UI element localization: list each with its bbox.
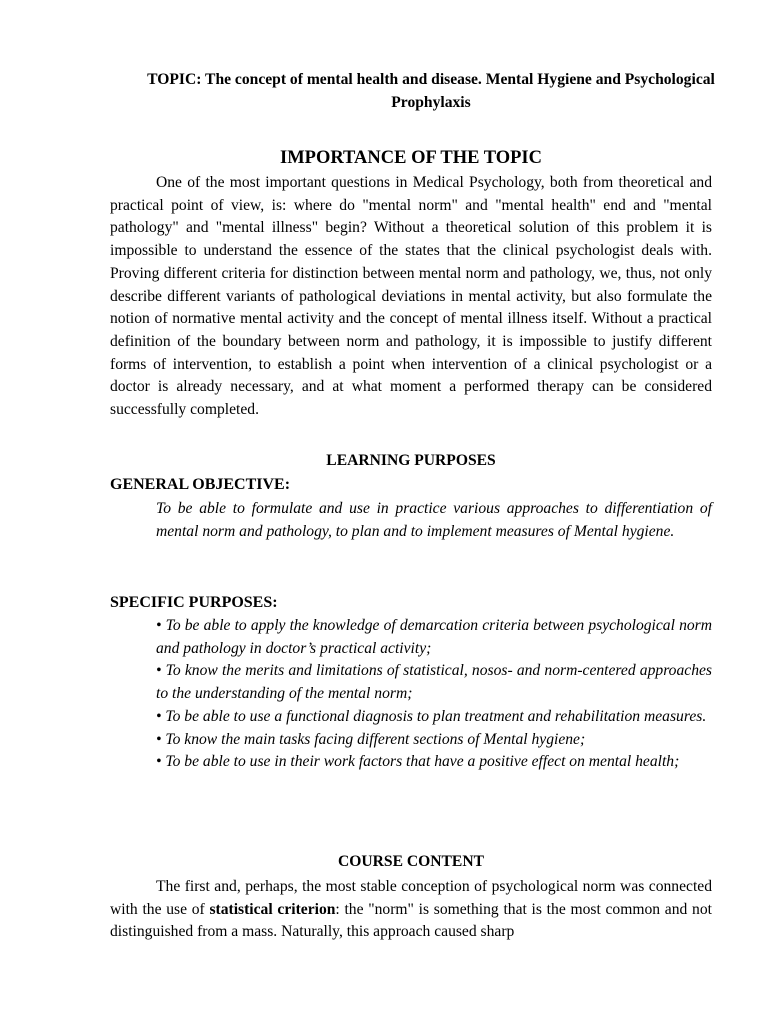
course-content-title: COURSE CONTENT [337,853,484,870]
list-item: • To know the merits and limitations of statistical, nosos- and norm-centered approaches to the understanding of the mental norm; [156,662,712,703]
topic-heading [140,68,722,114]
course-body-end: : the "norm" is something that is the most common and not distinguished from a mass. Naturally, this approach caused sharp [110,900,712,941]
specific-purposes-heading: SPECIFIC PURPOSES: [110,594,278,611]
statistical-criterion-term: statistical criterion [209,900,336,918]
general-objective-heading: GENERAL OBJECTIVE: [110,476,291,493]
list-item: • To know the main tasks facing different sections of Mental hygiene; [156,730,586,748]
course-body-start: The first and, perhaps, the most stable conception of psychological norm was connected with the use of [110,878,712,918]
course-content-section [110,876,712,944]
list-item: • To be able to apply the knowledge of demarcation criteria between psychological norm and pathology in doctor’s practical activity; [156,617,712,657]
importance-paragraph [110,172,712,422]
importance-body: One of the most important questions in Medical Psychology, both from theoretical and practical point of view, is: where do "mental norm" and "mental health" end and "mental pathology" and "mental illness" begin? Without a theoretical solution of this problem it is impossible to understand the essence of the states that the clinical psychologist deals with. Proving different criteria for distinction between mental norm and pathology, we, thus, not only describe different variants of pathological deviations in mental activity, but also formulate the notion of normative mental activity and the concept of mental illness itself. Without a practical definition of the boundary between norm and pathology, it is impossible to justify different forms of intervention, to establish a point when intervention of a clinical psychologist or a doctor is already necessary, and at what moment a performed therapy can be considered successfully completed. [110,174,712,419]
list-item: • To be able to use a functional diagnosis to plan treatment and rehabilitation measures. [156,707,707,725]
topic-text: : The concept of mental health and disease. Mental Hygiene and Psychological Prophylaxis [196,71,715,111]
topic-label: TOPIC [147,71,197,88]
specific-purposes-list [156,615,712,774]
general-objective-text: To be able to formulate and use in practice various approaches to differentiation of mental norm and pathology, to plan and to implement measures of Mental hygiene. [156,500,712,540]
list-item: • To be able to use in their work factors that have a positive effect on mental health; [156,753,680,771]
importance-title: IMPORTANCE OF THE TOPIC [280,148,542,168]
course-paragraph [110,876,712,944]
importance-section [110,172,712,422]
learning-purposes-title: LEARNING PURPOSES [326,452,496,469]
